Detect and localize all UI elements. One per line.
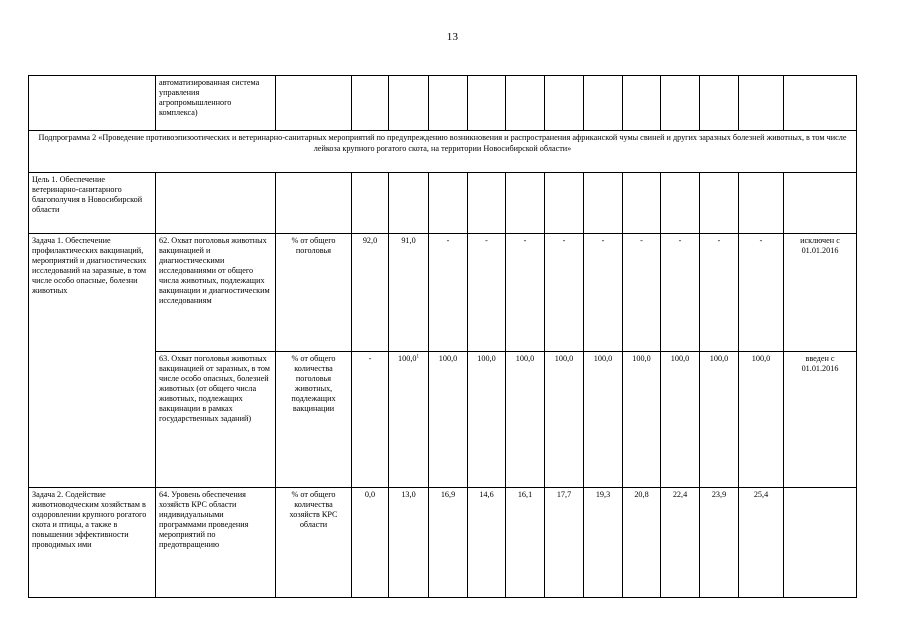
value-cell: - xyxy=(429,234,468,352)
goal-cell xyxy=(29,76,156,131)
value-cell: - xyxy=(700,234,739,352)
value-cell: - xyxy=(623,234,661,352)
value-cell: 100,0 xyxy=(506,352,545,488)
value-cell: 20,8 xyxy=(623,488,661,598)
unit-63: % от общего количества поголовья животных, подлежащих вакцинации xyxy=(276,352,352,488)
indicator-cell: автоматизированная система управления агропромышленного комплекса) xyxy=(156,76,276,131)
value-cell: 22,4 xyxy=(661,488,700,598)
value-cell: 92,0 xyxy=(352,234,389,352)
value-cell: 91,0 xyxy=(389,234,429,352)
note-62: исключен с 01.01.2016 xyxy=(784,234,857,352)
indicator-62: 62. Охват поголовья животных вакцинацией и диагностическими исследованиями от общего числа животных, подлежащих вакцинации и диагностическим исследованиям xyxy=(156,234,276,352)
value-cell: - xyxy=(468,234,506,352)
subprogram-title: Подпрограмма 2 «Проведение противоэпизоотических и ветеринарно-санитарных мероприятий по предупреждению возникновения и распространения африканской чумы свиней и других заразных болезней животных, в том числе лейкоза крупного рогатого скота, на территории Новосибирской области» xyxy=(29,131,857,173)
value-cell: 100,0 xyxy=(429,352,468,488)
value-text: 100,0 xyxy=(398,354,417,363)
goal-label: Цель 1. Обеспечение ветеринарно-санитарного благополучия в Новосибирской области xyxy=(29,173,156,234)
value-cell: 100,0 xyxy=(661,352,700,488)
value-cell: 0,0 xyxy=(352,488,389,598)
value-cell: - xyxy=(352,352,389,488)
value-cell: 100,0 xyxy=(584,352,623,488)
value-cell: 16,1 xyxy=(506,488,545,598)
indicators-table xyxy=(28,75,857,598)
value-cell: 25,4 xyxy=(739,488,784,598)
value-cell: 16,9 xyxy=(429,488,468,598)
indicator-63: 63. Охват поголовья животных вакцинацией от заразных, в том числе особо опасных, болезней животных (от общего числа животных, подлежащих вакцинации в рамках государственных заданий) xyxy=(156,352,276,488)
note-64 xyxy=(784,488,857,598)
footnote-mark: 1 xyxy=(416,354,419,360)
value-cell: 100,0 xyxy=(739,352,784,488)
value-cell: - xyxy=(584,234,623,352)
value-cell: 23,9 xyxy=(700,488,739,598)
value-cell: - xyxy=(506,234,545,352)
value-cell: 100,0 xyxy=(700,352,739,488)
value-cell: 100,0 xyxy=(468,352,506,488)
value-cell: 17,7 xyxy=(545,488,584,598)
note-63: введен с 01.01.2016 xyxy=(784,352,857,488)
task2-label: Задача 2. Содействие животноводческим хозяйствам в оздоровлении крупного рогатого скота и птицы, а также в повышении эффективности проводимых ими xyxy=(29,488,156,598)
table-row-prev xyxy=(29,76,857,131)
indicator-64: 64. Уровень обеспечения хозяйств КРС области индивидуальными программами проведения мероприятий по предотвращению xyxy=(156,488,276,598)
unit-64: % от общего количества хозяйств КРС области xyxy=(276,488,352,598)
value-cell: 13,0 xyxy=(389,488,429,598)
table-row-ind64 xyxy=(29,488,857,598)
value-cell: 100,0 xyxy=(623,352,661,488)
table-row-ind62 xyxy=(29,234,857,352)
value-cell: - xyxy=(661,234,700,352)
table-row-subprogram xyxy=(29,131,857,173)
value-cell: - xyxy=(739,234,784,352)
unit-cell xyxy=(276,76,352,131)
page-number: 13 xyxy=(446,31,459,43)
value-cell: 14,6 xyxy=(468,488,506,598)
value-cell: 19,3 xyxy=(584,488,623,598)
table-row-goal1 xyxy=(29,173,857,234)
value-cell-footnoted xyxy=(389,352,429,488)
value-cell: - xyxy=(545,234,584,352)
value-cell: 100,0 xyxy=(545,352,584,488)
unit-62: % от общего поголовья xyxy=(276,234,352,352)
task1-label: Задача 1. Обеспечение профилактических вакцинаций, мероприятий и диагностических исследований на заразные, в том числе особо опасные, болезни животных xyxy=(29,234,156,488)
note-cell xyxy=(784,76,857,131)
